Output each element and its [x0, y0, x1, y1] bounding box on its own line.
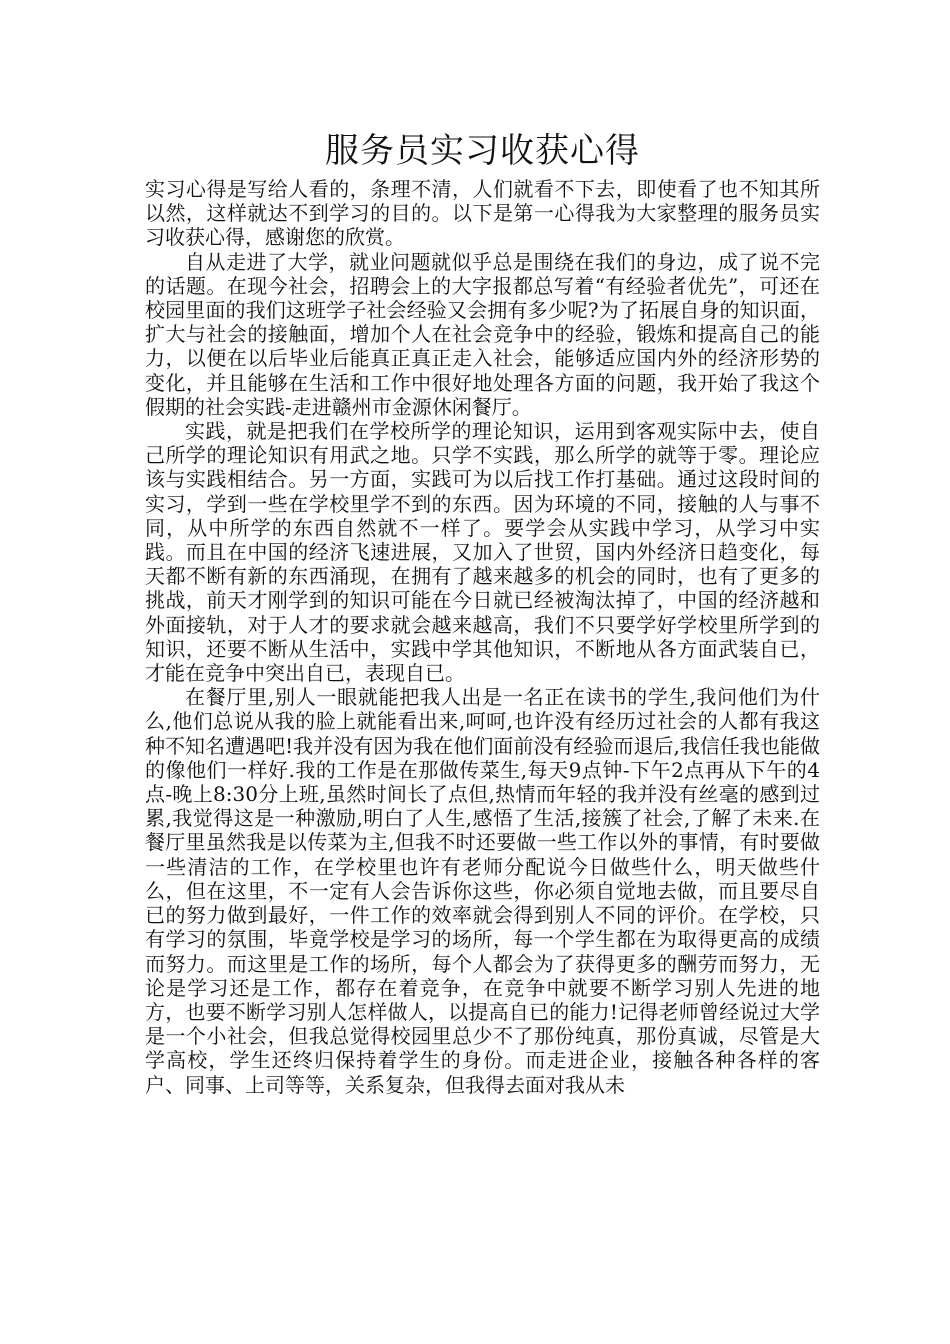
document-title: 服务员实习收获心得 — [325, 131, 640, 171]
body-paragraph-2: 实践，就是把我们在学校所学的理论知识，运用到客观实际中去，使自己所学的理论知识有用武之地。只学不实践，那么所学的就等于零。理论应该与实践相结合。另一方面，实践可为以后找工作打基础。通过这段时间的实习，学到一些在学校里学不到的东西。因为环境的不同，接触的人与事不同，从中所学的东西自然就不一样了。要学会从实践中学习，从学习中实践。而且在中国的经济飞速进展，又加入了世贸，国内外经济日趋变化，每天都不断有新的东西涌现，在拥有了越来越多的机会的同时，也有了更多的挑战，前天才刚学到的知识可能在今日就已经被淘汰掉了，中国的经济越和外面接轨，对于人才的要求就会越来越高，我们不只要学好学校里所学到的知识，还要不断从生活中，实践中学其他知识，不断地从各方面武装自已，才能在竞争中突出自已，表现自已。 — [145, 419, 820, 686]
document-page — [145, 125, 820, 1097]
body-paragraph-1: 自从走进了大学，就业问题就似乎总是围绕在我们的身边，成了说不完的话题。在现今社会，招聘会上的大字报都总写着“有经验者优先”，可还在校园里面的我们这班学子社会经验又会拥有多少呢?为了拓展自身的知识面，扩大与社会的接触面，增加个人在社会竞争中的经验，锻炼和提高自己的能力，以便在以后毕业后能真正真正走入社会，能够适应国内外的经济形势的变化，并且能够在生活和工作中很好地处理各方面的问题，我开始了我这个假期的社会实践-走进赣州市金源休闲餐厅。 — [145, 249, 820, 419]
intro-paragraph: 实习心得是写给人看的，条理不清，人们就看不下去，即使看了也不知其所以然，这样就达不到学习的目的。以下是第一心得我为大家整理的服务员实习收获心得，感谢您的欣赏。 — [145, 177, 820, 250]
body-paragraph-3: 在餐厅里,别人一眼就能把我人出是一名正在读书的学生,我问他们为什么,他们总说从我的脸上就能看出来,呵呵,也许没有经历过社会的人都有我这种不知名遭遇吧!我并没有因为我在他们面前没有经验而退后,我信任我也能做的像他们一样好.我的工作是在那做传菜生,每天9点钟-下午2点再从下午的4点-晚上8:30分上班,虽然时间长了点但,热情而年轻的我并没有丝毫的感到过累,我觉得这是一种激励,明白了人生,感悟了生活,接簇了社会,了解了未来.在餐厅里虽然我是以传菜为主,但我不时还要做一些工作以外的事情，有时要做一些清洁的工作，在学校里也许有老师分配说今日做些什么，明天做些什么，但在这里，不一定有人会告诉你这些，你必须自觉地去做，而且要尽自已的努力做到最好，一件工作的效率就会得到别人不同的评价。在学校，只有学习的氛围，毕竟学校是学习的场所，每一个学生都在为取得更高的成绩而努力。而这里是工作的场所，每个人都会为了获得更多的酬劳而努力，无论是学习还是工作，都存在着竞争，在竞争中就要不断学习别人先进的地方，也要不断学习别人怎样做人，以提高自已的能力!记得老师曾经说过大学是一个小社会，但我总觉得校园里总少不了那份纯真，那份真诚，尽管是大学高校，学生还终归保持着学生的身份。而走进企业，接触各种各样的客户、同事、上司等等，关系复杂，但我得去面对我从未 — [145, 685, 820, 1097]
